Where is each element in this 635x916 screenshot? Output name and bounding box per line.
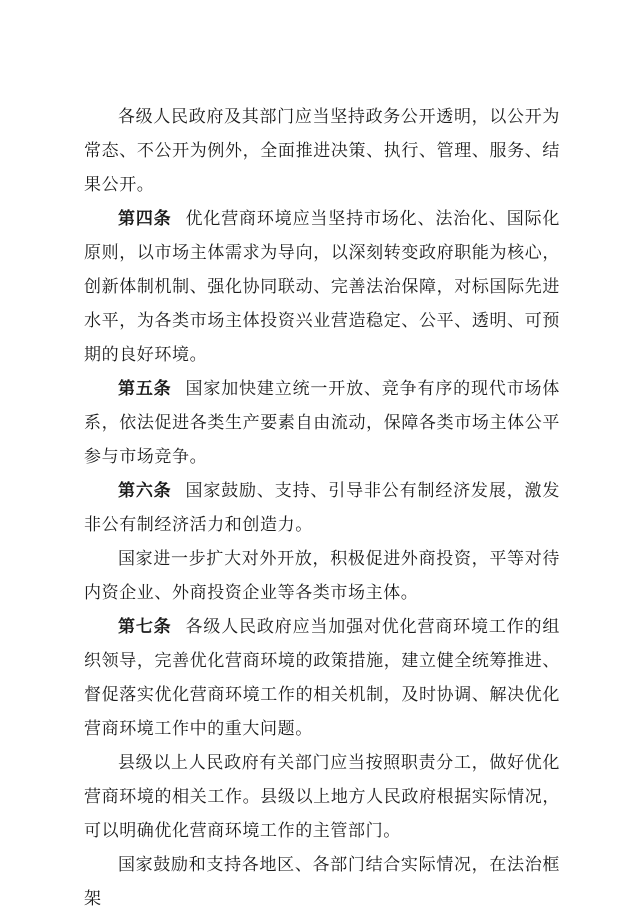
article-title: 第四条 (118, 209, 172, 229)
article-title: 第五条 (118, 379, 172, 399)
document-body (84, 100, 560, 916)
paragraph-1 (84, 100, 560, 202)
paragraph-article-5 (84, 372, 560, 474)
paragraph-text: 国家鼓励和支持各地区、各部门结合实际情况，在法治框架 (84, 855, 560, 909)
paragraph-text: 国家进一步扩大对外开放，积极促进外商投资，平等对待内资企业、外商投资企业等各类市场主体。 (84, 549, 560, 603)
paragraph-text: 优化营商环境应当坚持市场化、法治化、国际化原则，以市场主体需求为导向，以深刻转变政府职能为核心，创新体制机制、强化协同联动、完善法治保障，对标国际先进水平，为各类市场主体投资兴业营造稳定、公平、透明、可预期的良好环境。 (84, 209, 560, 365)
paragraph-article-7-cont-1 (84, 746, 560, 848)
paragraph-article-6 (84, 474, 560, 542)
paragraph-text: 国家鼓励、支持、引导非公有制经济发展，激发非公有制经济活力和创造力。 (84, 481, 560, 535)
paragraph-text: 县级以上人民政府有关部门应当按照职责分工，做好优化营商环境的相关工作。县级以上地方人民政府根据实际情况，可以明确优化营商环境工作的主管部门。 (84, 753, 560, 841)
paragraph-text: 国家加快建立统一开放、竞争有序的现代市场体系，依法促进各类生产要素自由流动，保障各类市场主体公平参与市场竞争。 (84, 379, 560, 467)
paragraph-text: 各级人民政府及其部门应当坚持政务公开透明，以公开为常态、不公开为例外，全面推进决策、执行、管理、服务、结果公开。 (84, 107, 560, 195)
paragraph-article-6-cont (84, 542, 560, 610)
paragraph-text: 各级人民政府应当加强对优化营商环境工作的组织领导，完善优化营商环境的政策措施，建立健全统筹推进、督促落实优化营商环境工作的相关机制，及时协调、解决优化营商环境工作中的重大问题。 (84, 617, 560, 739)
paragraph-article-4 (84, 202, 560, 372)
paragraph-article-7-cont-2 (84, 848, 560, 916)
paragraph-article-7 (84, 610, 560, 746)
article-title: 第七条 (118, 617, 172, 637)
article-title: 第六条 (118, 481, 172, 501)
